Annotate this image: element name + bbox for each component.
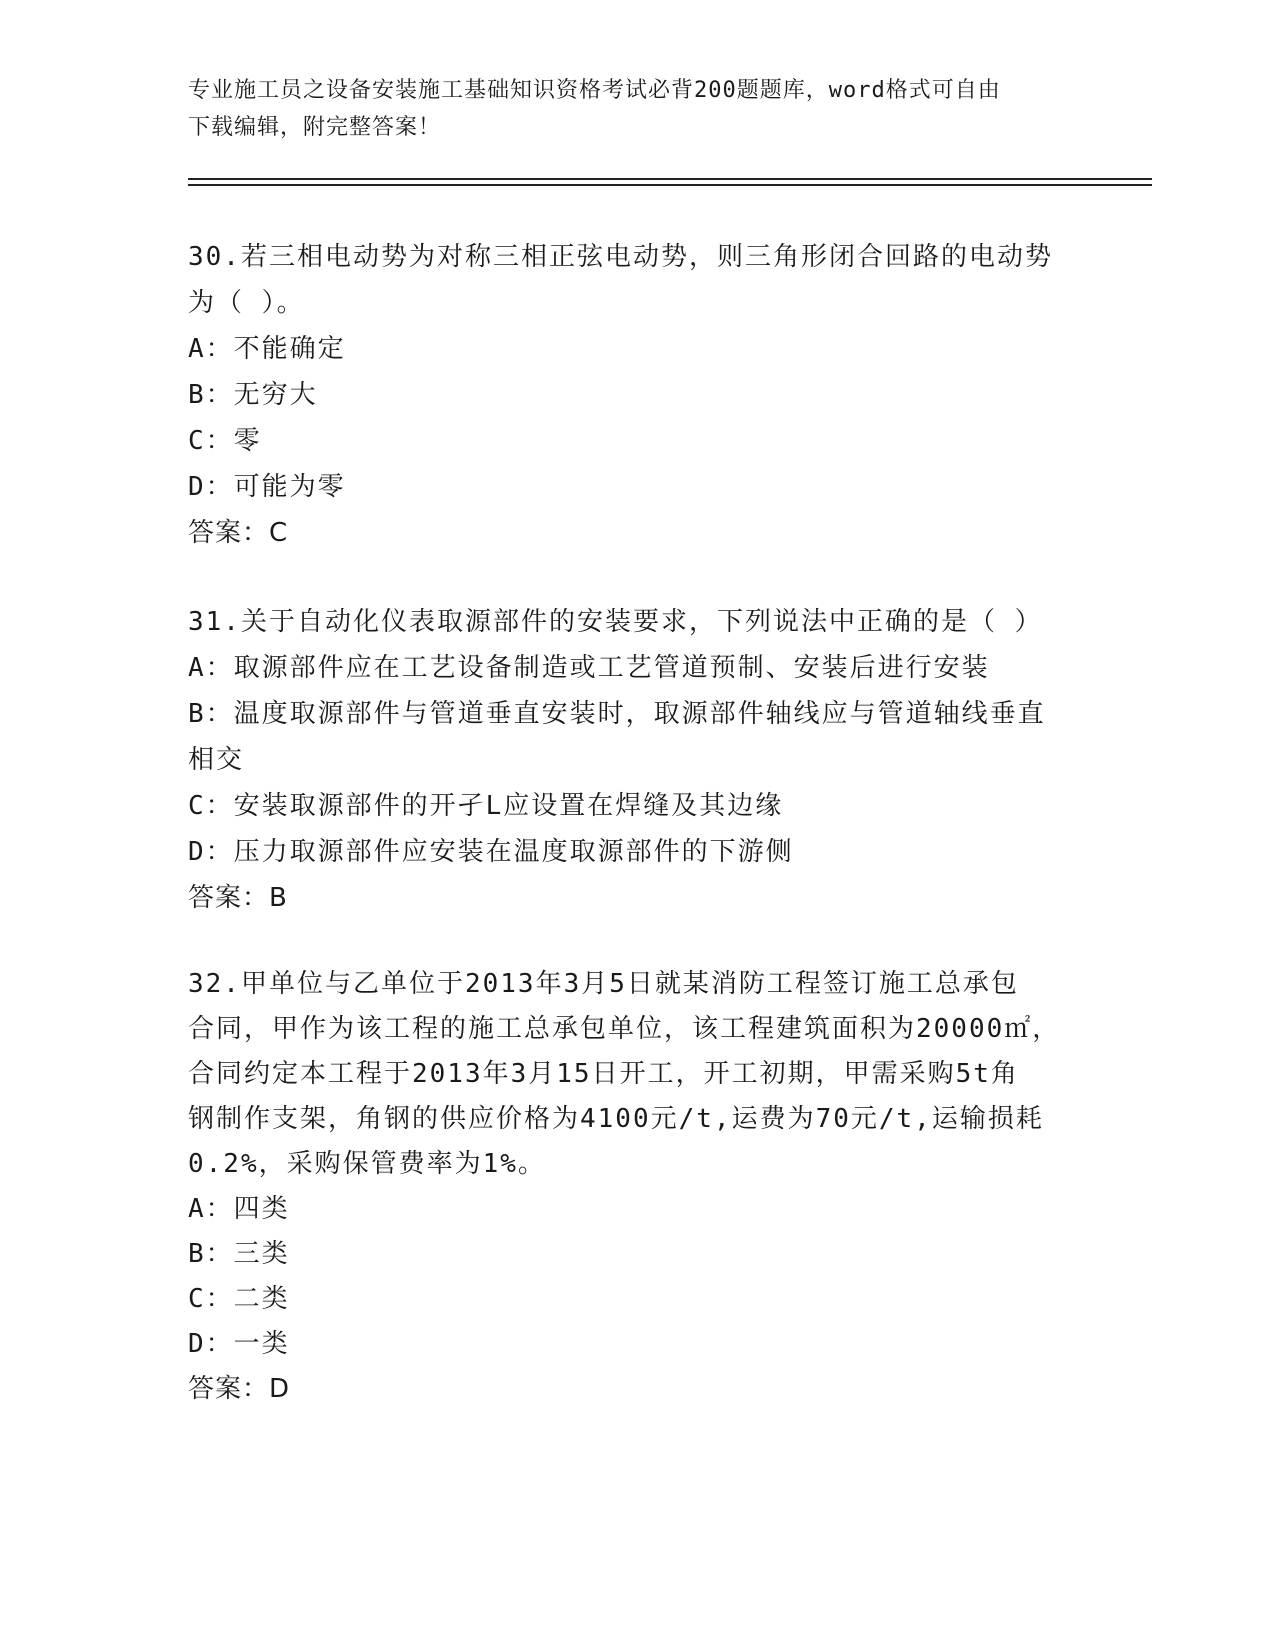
header-line-1: 专业施工员之设备安装施工基础知识资格考试必背200题题库，word格式可自由 bbox=[188, 78, 1001, 103]
option-b: B：温度取源部件与管道垂直安装时，取源部件轴线应与管道轴线垂直 bbox=[188, 699, 1046, 729]
header-line-2: 下载编辑，附完整答案！ bbox=[188, 115, 442, 140]
option-c: C：安装取源部件的开孑L应设置在焊缝及其边缘 bbox=[188, 791, 784, 821]
header-divider-top bbox=[188, 178, 1152, 180]
option-b-continued: 相交 bbox=[188, 745, 245, 775]
question-stem-line: 钢制作支架，角钢的供应价格为4100元/t,运费为70元/t,运输损耗 bbox=[188, 1104, 1044, 1134]
option-b: B：无穷大 bbox=[188, 380, 318, 410]
option-a: A：不能确定 bbox=[188, 334, 346, 364]
question-stem-line: 为（ ）。 bbox=[188, 288, 305, 318]
header-divider-bottom bbox=[188, 184, 1152, 186]
question-stem-line: 合同，甲作为该工程的施工总承包单位，该工程建筑面积为20000㎡， bbox=[188, 1014, 1061, 1044]
option-d: D：一类 bbox=[188, 1329, 290, 1359]
option-a: A：四类 bbox=[188, 1194, 290, 1224]
question-stem-line: 31.关于自动化仪表取源部件的安装要求，下列说法中正确的是（ ） bbox=[188, 607, 1043, 637]
option-a: A：取源部件应在工艺设备制造或工艺管道预制、安装后进行安装 bbox=[188, 653, 990, 683]
option-c: C：零 bbox=[188, 426, 262, 456]
question-stem-line: 32.甲单位与乙单位于2013年3月5日就某消防工程签订施工总承包 bbox=[188, 969, 1019, 999]
question-30 bbox=[188, 234, 1088, 556]
question-stem-line: 30.若三相电动势为对称三相正弦电动势，则三角形闭合回路的电动势 bbox=[188, 242, 1053, 272]
option-c: C：二类 bbox=[188, 1284, 290, 1314]
answer-line: 答案：D bbox=[188, 1374, 291, 1404]
answer-line: 答案：B bbox=[188, 883, 288, 913]
option-d: D：压力取源部件应安装在温度取源部件的下游侧 bbox=[188, 837, 794, 867]
answer-line: 答案：C bbox=[188, 518, 289, 548]
option-b: B：三类 bbox=[188, 1239, 290, 1269]
question-stem-line: 合同约定本工程于2013年3月15日开工，开工初期，甲需采购5t角 bbox=[188, 1059, 1019, 1089]
question-32 bbox=[188, 962, 1088, 1412]
question-31 bbox=[188, 599, 1088, 921]
document-header bbox=[188, 72, 1088, 146]
question-stem-line: 0.2%，采购保管费率为1%。 bbox=[188, 1149, 546, 1179]
option-d: D：可能为零 bbox=[188, 472, 346, 502]
